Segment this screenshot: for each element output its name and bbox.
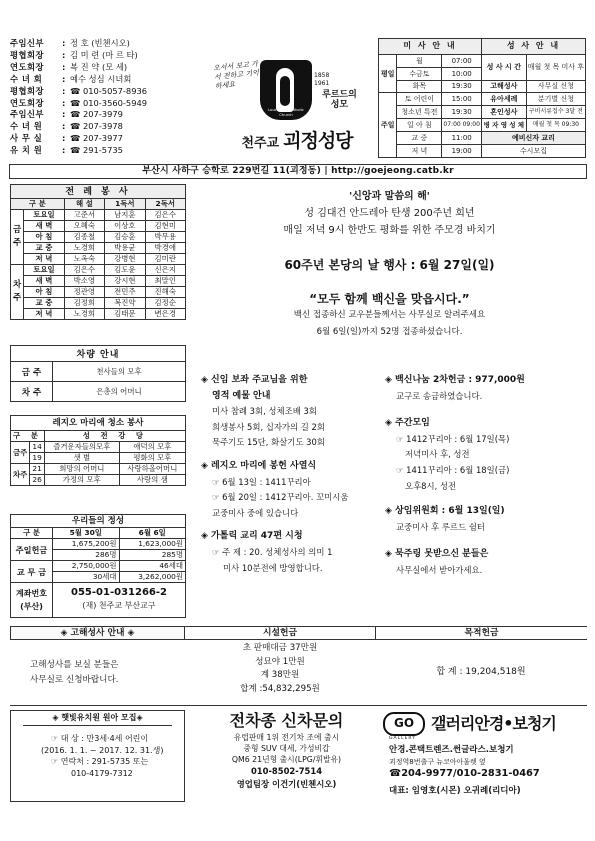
offering-title: 우리들의 정성 <box>11 515 186 528</box>
bottom-notice-header <box>10 626 587 640</box>
notice-title: ◈ 주간모임 <box>385 418 430 429</box>
duty-name: 박경애 <box>145 243 185 254</box>
staff-role: 주임신부 <box>10 109 45 120</box>
staff-colon: : <box>62 121 66 132</box>
duty-name: 김미란 <box>145 254 185 265</box>
confession-line: 고해성사를 보실 분들은 <box>30 660 119 670</box>
duty-group: 차주 <box>11 265 24 320</box>
duty-title: 전 례 봉 사 <box>11 185 186 199</box>
mass-day <box>397 119 442 132</box>
duty-col-header: 2독서 <box>145 199 185 210</box>
offering-amount: 2,750,000원 <box>53 561 120 572</box>
duty-row <box>11 265 186 276</box>
offering-count: 286명 <box>53 550 120 561</box>
duty-name: 김정희 <box>64 298 104 309</box>
duty-row <box>11 276 186 287</box>
confession-header: ◈ 고해성사 안내 ◈ <box>10 627 185 639</box>
duty-row <box>11 254 186 265</box>
duty-name: 변은경 <box>145 309 185 320</box>
mass-day: 청소년 특전 <box>397 106 442 119</box>
sacrament-name: 성 사 시 간 <box>481 54 526 80</box>
staff-row <box>10 74 220 86</box>
offering-amount: 1,675,200원 <box>53 539 120 550</box>
sacrament-name: 병 자 영 성 체 <box>481 119 526 132</box>
staff-role: 수 녀 원 <box>10 121 43 132</box>
duty-mass: 토요일 <box>24 265 64 276</box>
car-ad-manager: 영업팀장 이건기(빈첸시오) <box>236 779 337 789</box>
duty-mass: 교 중 <box>24 243 64 254</box>
car-ad-phone: 010-8502-7514 <box>250 766 323 776</box>
lourdes-line-1: 루르드의 <box>322 90 357 100</box>
mass-time: 11:00 <box>442 132 482 145</box>
offering-amount: 3,262,000원 <box>119 572 186 583</box>
duty-name: 강병현 <box>105 254 145 265</box>
notice-line: ☞ 1412꾸리아 : 6월 17일(목) <box>396 433 510 444</box>
car-ad-line: QM6 21년형 출시(LPG/휘발유) <box>231 755 342 764</box>
duty-mass: 저 녁 <box>24 254 64 265</box>
legio-title: 레지오 마리애 청소 봉사 <box>11 416 186 431</box>
kindergarten-ad <box>10 710 185 802</box>
duty-name: 김은수 <box>64 265 104 276</box>
kindergarten-line: ☞ 연락처 : 291-5735 또는 <box>51 757 149 766</box>
duty-name: 박용균 <box>105 243 145 254</box>
notice-line: 교중미사 후 루르드 쉼터 <box>396 521 485 532</box>
slogan-text: 오셔서 보고 가서 전하고 기억하세요 <box>212 59 260 91</box>
parish-logo-area <box>212 40 382 158</box>
notice-title: ◈ 가톨릭 교리 47편 시청 <box>201 531 303 542</box>
duty-row <box>11 232 186 243</box>
catechumen-info: 수시모집 <box>481 145 585 158</box>
offering-count: 30세대 <box>53 572 120 583</box>
offering-label: 교 무 금 <box>11 561 53 583</box>
staff-row <box>10 86 220 98</box>
offering-label: 주일헌금 <box>11 539 53 561</box>
vehicle-next-label: 차 주 <box>11 382 53 402</box>
legio-sanctuary: 샛 별 <box>44 453 119 464</box>
staff-value: ☎ 207-3977 <box>70 133 123 144</box>
kindergarten-line: 010-4179-7312 <box>71 768 133 778</box>
theme-subtitle: 성 김대건 안드레아 탄생 200주년 희년 <box>304 208 475 219</box>
legio-col-header: 성 전 강 당 <box>44 431 185 442</box>
duty-row <box>11 298 186 309</box>
notice-line: 미사 참례 3회, 성체조배 3회 <box>212 406 317 417</box>
account-label <box>11 583 53 617</box>
staff-role: 유 치 원 <box>10 145 43 156</box>
staff-role: 평협회장 <box>10 85 45 96</box>
staff-row <box>10 121 220 133</box>
notice-line: 교구로 송금하였습니다. <box>396 390 483 401</box>
vehicle-table <box>10 345 186 402</box>
duty-mass: 저 녁 <box>24 309 64 320</box>
staff-value: 복 진 약 (모 세) <box>70 61 128 72</box>
vaccine-line: 백신 접종하신 교우분들께서는 사무실로 알려주세요 <box>293 310 486 320</box>
duty-mass: 토요일 <box>24 210 64 221</box>
kindergarten-line: ☞ 대 상 : 만3세·4세 어린이 <box>51 734 149 743</box>
legio-group: 금주 <box>11 442 30 464</box>
staff-row <box>10 133 220 145</box>
duty-name: 박소영 <box>64 276 104 287</box>
staff-colon: : <box>62 73 66 84</box>
duty-row <box>11 309 186 320</box>
duty-name: 김종철 <box>64 232 104 243</box>
optical-shop-name: 갤러리안경•보청기 <box>431 714 556 733</box>
facility-total: 합계 :54,832,295원 <box>240 683 320 694</box>
sacrament-info: 매월 첫 목 미사 후 <box>526 54 585 80</box>
duty-name: 전민주 <box>105 287 145 298</box>
vehicle-week-value: 천사들의 모후 <box>53 362 186 382</box>
account-number: 055-01-031266-2 <box>71 587 167 598</box>
duty-mass: 아 침 <box>24 232 64 243</box>
bank-account-box <box>10 582 186 618</box>
mass-day-name: 어린이 <box>413 95 435 104</box>
staff-colon: : <box>62 61 66 72</box>
staff-value: 정 호 (빈첸시오) <box>70 38 130 48</box>
bottom-notice-row <box>10 640 587 706</box>
mass-day: 교 중 <box>397 132 442 145</box>
duty-name: 김승훈 <box>105 232 145 243</box>
sacrament-info: 사무실 신청 <box>526 80 585 93</box>
purpose-offering-header: 목적헌금 <box>375 627 587 639</box>
notice-line: ☞ 주 제 : 20. 성체성사의 의미 1 <box>212 546 333 557</box>
legio-sanctuary: 가정의 모후 <box>44 475 119 486</box>
theme-prayer: 매일 저녁 9시 한반도 평화를 위한 주모경 바치기 <box>283 225 496 236</box>
year-start: 1858 <box>314 72 330 79</box>
confession-line: 사무실로 신청바랍니다. <box>30 675 119 685</box>
vehicle-title: 차량 안내 <box>11 346 186 362</box>
duty-name: 정관영 <box>64 287 104 298</box>
sat-label: 토 <box>404 95 412 104</box>
mass-day: 저 녁 <box>397 145 442 158</box>
notice-line: 오후8시, 성전 <box>405 480 457 491</box>
kindergarten-line: (2016. 1. 1. ~ 2017. 12. 31.생) <box>41 745 164 755</box>
account-holder: (재) 천주교 부산교구 <box>82 601 156 610</box>
duty-row <box>11 243 186 254</box>
duty-name: 강시현 <box>105 276 145 287</box>
legio-group: 차주 <box>11 464 30 486</box>
car-dealer-ad <box>198 710 375 802</box>
optical-representative: 대표: 임영호(시몬) 오귀례(리디아) <box>389 786 521 796</box>
duty-group: 금주 <box>11 210 24 265</box>
offering-count: 46세대 <box>119 561 186 572</box>
offering-col-header: 5월 30일 <box>53 528 120 539</box>
car-ad-line: 유럽판매 1위 전기차 조에 출시 <box>233 733 340 742</box>
facility-line: 초 판매대금 37만원 <box>242 643 318 653</box>
notice-title: ◈ 백신나눔 2차헌금 : 977,000원 <box>385 375 525 385</box>
staff-role: 사 무 실 <box>10 133 43 144</box>
sacrament-info: 분기별 신청 <box>526 93 585 106</box>
sacrament-info: 구비서류접수 3달 전 <box>526 106 585 119</box>
notice-title: ◈ 신임 보좌 주교님을 위한 <box>201 375 308 385</box>
staff-value: ☎ 010-3560-5949 <box>70 97 148 108</box>
duty-mass: 교 중 <box>24 298 64 309</box>
mass-header: 미 사 안 내 <box>379 39 482 55</box>
facility-line: 성묘야 1만원 <box>255 656 305 667</box>
vaccine-notice <box>192 291 587 341</box>
duty-mass: 아 침 <box>24 287 64 298</box>
offering-col-header: 6월 6일 <box>119 528 186 539</box>
sacrament-name: 고해성사 <box>481 80 526 93</box>
legio-cleaning-table <box>10 415 186 486</box>
gallery-logo: GO <box>383 712 425 736</box>
staff-role: 주임신부 <box>10 38 45 48</box>
parish-name <box>212 126 382 153</box>
duty-name: 노경희 <box>64 243 104 254</box>
duty-col-header: 구 분 <box>11 199 65 210</box>
logo-caption: Lourdes & Catholic Church <box>268 107 304 117</box>
optical-phone: ☎204-9977/010-2831-0467 <box>389 768 540 779</box>
legio-hall: 애덕의 모후 <box>119 442 185 453</box>
facility-line: 계 38만원 <box>260 670 300 680</box>
legio-hall: 사랑의 샘 <box>119 475 185 486</box>
staff-role: 수 녀 회 <box>10 73 43 84</box>
vaccine-headline: “모두 함께 백신을 맞읍시다.” <box>309 292 470 306</box>
anniversary-headline: 60주년 본당의 날 행사 : 6월 27일(일) <box>284 258 495 272</box>
mass-time: 07:00 <box>442 54 482 67</box>
mass-day: 화목 <box>397 80 442 93</box>
staff-value: ☎ 207-3979 <box>70 109 123 120</box>
theme-title: '신앙과 말씀의 해' <box>349 191 430 202</box>
duty-row <box>11 287 186 298</box>
duty-col-header: 1독서 <box>105 199 145 210</box>
staff-role: 연도회장 <box>10 97 45 108</box>
duty-name: 김현미 <box>145 221 185 232</box>
sacrament-name: 유아세례 <box>481 93 526 106</box>
duty-row <box>11 210 186 221</box>
staff-colon: : <box>62 109 66 120</box>
staff-colon: : <box>62 49 66 60</box>
account-label-line: 계좌번호 <box>16 589 47 598</box>
duty-mass: 새 벽 <box>24 276 64 287</box>
duty-name: 고준서 <box>64 210 104 221</box>
lourdes-line-2: 성모 <box>330 100 349 110</box>
staff-colon: : <box>62 38 66 48</box>
duty-name: 김도윤 <box>105 265 145 276</box>
legio-sanctuary: 희망의 어머니 <box>44 464 119 475</box>
notices-column-left <box>201 373 381 576</box>
mass-time: 19:30 <box>442 80 482 93</box>
sacrament-info: 매월 첫 목 09:30 <box>526 119 585 132</box>
legio-hall: 사랑하올어머니 <box>119 464 185 475</box>
offering-amount: 1,623,000원 <box>119 539 186 550</box>
legio-col-header: 구 분 <box>11 431 45 442</box>
notice-title: ◈ 상임위원회 : 6월 13일(일) <box>385 506 505 517</box>
lourdes-statue-logo <box>260 60 312 120</box>
sacrament-header: 성 사 안 내 <box>481 39 585 55</box>
duty-rows <box>11 210 186 320</box>
offering-table <box>10 514 186 583</box>
legio-sanctuary: 즐거운자들의모후 <box>44 442 119 453</box>
offering-col-header: 구 분 <box>11 528 53 539</box>
optical-address: 괴정역8번출구 뉴코아아울렛 옆 <box>389 758 486 766</box>
duty-name: 오혜숙 <box>64 221 104 232</box>
duty-name: 진해숙 <box>145 287 185 298</box>
notice-title: ◈ 레지오 마리에 봉헌 사열식 <box>201 460 317 471</box>
staff-colon: : <box>62 145 66 156</box>
duty-name: 남지훈 <box>105 210 145 221</box>
notice-line: 희생봉사 5회, 십자가의 길 2회 <box>212 421 325 432</box>
staff-value: ☎ 010-5057-8936 <box>70 85 148 96</box>
year-end: 1961 <box>314 80 330 87</box>
mass-day: 월 <box>397 54 442 67</box>
address-bar: 부산시 사하구 승학로 229번길 11(괴정동) | http://goejeong.catb.kr <box>9 164 587 179</box>
staff-role: 평협회장 <box>10 49 45 60</box>
optical-shop-ad <box>381 710 587 802</box>
duty-mass: 새 벽 <box>24 221 64 232</box>
mass-time: 19:00 <box>442 145 482 158</box>
car-ad-line: 중형 SUV 대세, 가성비갑 <box>243 744 330 753</box>
logo-years <box>314 72 329 88</box>
duty-name: 김태문 <box>105 309 145 320</box>
legio-num: 21 <box>30 464 44 475</box>
mass-time: 07:00 09:00 <box>442 119 482 132</box>
mass-schedule-table <box>378 38 586 158</box>
staff-value: 예수 성심 시녀회 <box>70 73 132 84</box>
kindergarten-body <box>11 726 184 779</box>
duty-name: 이상호 <box>105 221 145 232</box>
mary-figure-inner <box>280 76 290 106</box>
staff-list <box>10 38 220 157</box>
parish-name-prefix: 천주교 <box>241 136 280 151</box>
mass-day <box>397 93 442 106</box>
staff-colon: : <box>62 97 66 108</box>
staff-row <box>10 145 220 157</box>
staff-value: 김 미 련 (마 르 타) <box>70 49 138 60</box>
kindergarten-title: ◈ 햇빛유치원 원아 모집◈ <box>23 711 172 726</box>
sunday-label: 주일 <box>379 93 397 158</box>
notice-title: ◈ 묵주링 못받으신 분들은 <box>385 549 489 560</box>
duty-name: 박무용 <box>145 232 185 243</box>
staff-colon: : <box>62 85 66 96</box>
duty-name: 신은지 <box>145 265 185 276</box>
staff-row <box>10 98 220 110</box>
legio-num: 26 <box>30 475 44 486</box>
liturgy-duty-table <box>10 184 186 320</box>
confession-info <box>10 640 185 705</box>
weekday-label: 평일 <box>379 54 397 93</box>
notice-line: 교중미사 중에 있습니다 <box>212 507 299 518</box>
duty-name: 최말인 <box>145 276 185 287</box>
notice-line: ☞ 6월 13일 : 1411꾸리아 <box>212 476 311 487</box>
notice-line: ☞ 1411꾸리아 : 6월 18일(금) <box>396 464 510 475</box>
staff-row <box>10 109 220 121</box>
notice-line: ☞ 6월 20일 : 1412꾸리아. 꼬미시움 <box>212 492 349 503</box>
notice-subtitle: 영적 예물 안내 <box>212 390 271 401</box>
catechumen-header: 예비신자 교리 <box>481 132 585 145</box>
facility-offering-header: 시설헌금 <box>263 628 297 638</box>
legio-num: 19 <box>30 453 44 464</box>
mass-day: 수금토 <box>397 67 442 80</box>
legio-hall: 평화의 모후 <box>119 453 185 464</box>
mass-time: 19:30 <box>442 106 482 119</box>
year-theme <box>192 188 587 239</box>
duty-row <box>11 221 186 232</box>
staff-row <box>10 38 220 50</box>
mass-day-name: 아 침 <box>416 121 432 130</box>
duty-col-header: 해 설 <box>64 199 104 210</box>
duty-name: 김정순 <box>145 298 185 309</box>
facility-offering-info <box>185 640 375 705</box>
vehicle-week-label: 금 주 <box>11 362 53 382</box>
mass-time: 10:00 <box>442 67 482 80</box>
notice-line: 묵주기도 15단, 화살기도 30회 <box>212 437 325 448</box>
parish-name-main: 괴정성당 <box>283 130 353 152</box>
notice-line: 저녁미사 후, 성전 <box>405 449 470 460</box>
notices-column-right <box>385 373 585 579</box>
day-label: 일 <box>407 121 414 130</box>
sacrament-name: 혼인성사 <box>481 106 526 119</box>
staff-value: ☎ 291-5735 <box>70 145 123 156</box>
legio-num: 14 <box>30 442 44 453</box>
account-value <box>53 583 185 617</box>
duty-name: 노옥숙 <box>64 254 104 265</box>
optical-services: 안경.콘택트렌즈.썬글라스.보청기 <box>389 745 514 755</box>
account-label-line: (부산) <box>20 602 43 611</box>
vehicle-next-value: 은총의 어머니 <box>53 382 186 402</box>
staff-row <box>10 62 220 74</box>
staff-role: 연도회장 <box>10 61 45 72</box>
notice-line: 사무실에서 받아가세요. <box>396 564 483 575</box>
offering-count: 285명 <box>119 550 186 561</box>
staff-colon: : <box>62 133 66 144</box>
duty-name: 노경희 <box>64 309 104 320</box>
car-ad-title: 전차종 신차문의 <box>229 711 344 730</box>
vaccine-line: 6월 6일(일)까지 52명 접종하셨습니다. <box>316 327 463 337</box>
notice-line: 미사 10분전에 방영합니다. <box>223 562 323 573</box>
duty-name: 김은수 <box>145 210 185 221</box>
staff-row <box>10 50 220 62</box>
mass-time: 15:00 <box>442 93 482 106</box>
lourdes-label <box>322 90 357 110</box>
staff-value: ☎ 207-3978 <box>70 121 123 132</box>
purpose-offering-total: 합 계 : 19,204,518원 <box>436 667 526 677</box>
duty-name: 복진약 <box>105 298 145 309</box>
gallery-logo-sub: GALLERY <box>389 736 417 741</box>
